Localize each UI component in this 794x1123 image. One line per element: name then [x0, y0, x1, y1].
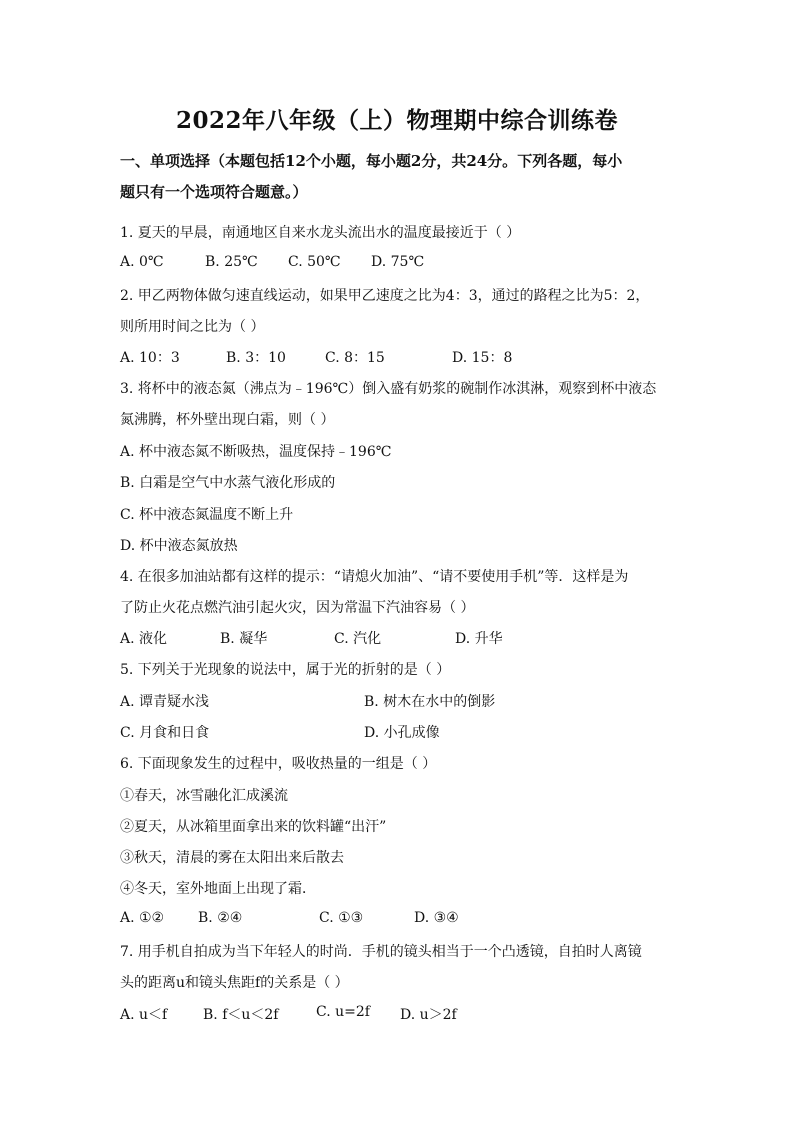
question-3-option-d: D. 杯中液态氮放热 [120, 538, 238, 554]
question-6-item-3: ③秋天，清晨的雾在太阳出来后散去 [120, 850, 344, 866]
question-3-stem-line-1: 3. 将杯中的液态氮（沸点为﹣196℃）倒入盛有奶浆的碗制作冰淇淋，观察到杯中液态 [120, 381, 657, 397]
question-4-stem-line-1: 4. 在很多加油站都有这样的提示：“请熄火加油”、“请不要使用手机”等．这样是为 [120, 569, 629, 585]
section-heading [120, 146, 690, 208]
question-6-option-a: A. ①② [120, 910, 165, 926]
question-5-option-b: B. 树木在水中的倒影 [364, 694, 496, 710]
question-4-option-d: D. 升华 [455, 631, 503, 647]
question-4-option-a: A. 液化 [120, 631, 168, 647]
question-6-item-2: ②夏天，从冰箱里面拿出来的饮料罐“出汗” [120, 819, 387, 835]
question-7-option-d: D. u＞2f [400, 1007, 457, 1023]
question-6-stem: 6. 下面现象发生的过程中，吸收热量的一组是（ ） [120, 756, 437, 772]
question-1-stem: 1. 夏天的早晨，南通地区自来水龙头流出水的温度最接近于（ ） [120, 225, 521, 241]
question-2-stem-line-2: 则所用时间之比为（ ） [120, 319, 265, 335]
question-3-option-b: B. 白霜是空气中水蒸气液化形成的 [120, 475, 336, 491]
question-5-option-c: C. 月食和日食 [120, 725, 210, 741]
question-5-stem: 5. 下列关于光现象的说法中，属于光的折射的是（ ） [120, 662, 451, 678]
question-7-stem-line-1: 7. 用手机自拍成为当下年轻人的时尚．手机的镜头相当于一个凸透镜，自拍时人离镜 [120, 944, 642, 960]
section-heading-line-2: 题只有一个选项符合题意。） [120, 183, 308, 201]
question-5-option-d: D. 小孔成像 [364, 725, 440, 741]
question-1-option-b: B. 25℃ [205, 254, 258, 270]
question-5-option-a: A. 谭青疑水浅 [120, 694, 210, 710]
question-4-option-b: B. 凝华 [220, 631, 268, 647]
question-7-option-c: C. u=2f [316, 1004, 370, 1020]
question-7-option-a: A. u＜f [120, 1007, 168, 1023]
question-2-option-b: B. 3：10 [226, 350, 286, 366]
question-3-stem-line-2: 氮沸腾，杯外壁出现白霜，则（ ） [120, 412, 335, 428]
section-heading-line-1: 一、单项选择（本题包括12个小题，每小题2分，共24分。下列各题，每小 [120, 152, 623, 170]
question-6-option-d: D. ③④ [414, 910, 459, 926]
question-1-option-a: A. 0℃ [120, 254, 164, 270]
question-6-option-c: C. ①③ [319, 910, 364, 926]
question-7-option-b: B. f＜u＜2f [203, 1007, 279, 1023]
question-4-option-c: C. 汽化 [334, 631, 382, 647]
question-6-item-1: ①春天，冰雪融化汇成溪流 [120, 788, 288, 804]
question-6-option-b: B. ②④ [198, 910, 243, 926]
question-1-option-d: D. 75℃ [371, 254, 425, 270]
question-2-option-c: C. 8：15 [325, 350, 385, 366]
question-3-option-c: C. 杯中液态氮温度不断上升 [120, 507, 294, 523]
question-2-option-a: A. 10：3 [120, 350, 180, 366]
question-6-item-4: ④冬天，室外地面上出现了霜． [120, 881, 316, 897]
page-title: 2022年八年级（上）物理期中综合训练卷 [175, 107, 618, 134]
question-1-option-c: C. 50℃ [288, 254, 341, 270]
question-2-option-d: D. 15：8 [452, 350, 513, 366]
question-4-stem-line-2: 了防止火花点燃汽油引起火灾，因为常温下汽油容易（ ） [120, 600, 475, 616]
question-7-stem-line-2: 头的距离u和镜头焦距f的关系是（ ） [120, 975, 349, 991]
question-3-option-a: A. 杯中液态氮不断吸热，温度保持﹣196℃ [120, 444, 392, 460]
question-2-stem-line-1: 2. 甲乙两物体做匀速直线运动，如果甲乙速度之比为4：3，通过的路程之比为5：2， [120, 288, 650, 304]
